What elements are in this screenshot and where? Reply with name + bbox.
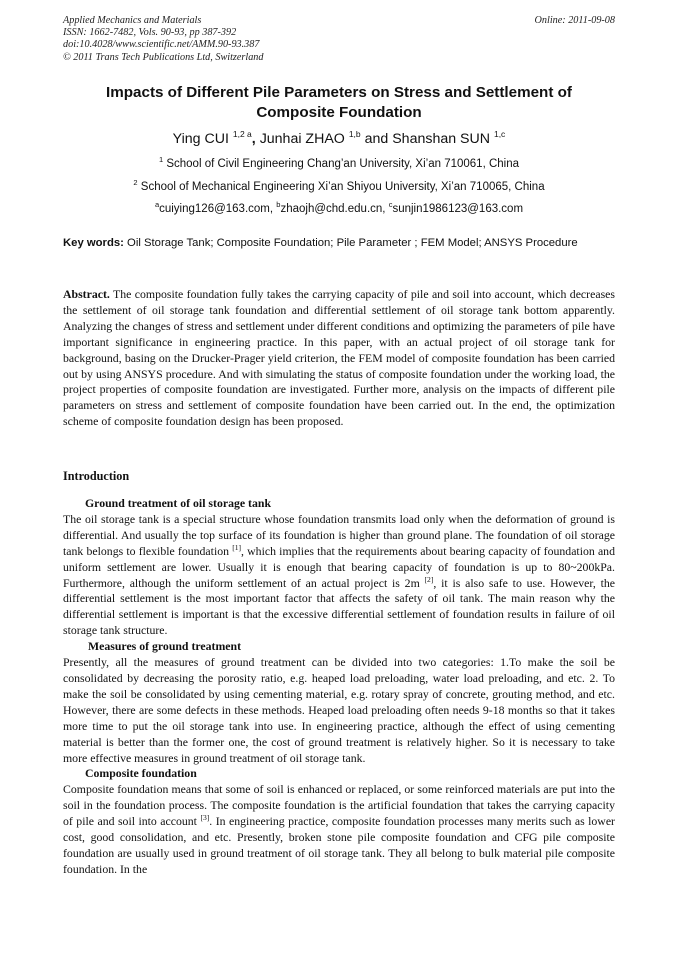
doi-line: doi:10.4028/www.scientific.net/AMM.90-93.387 xyxy=(63,39,260,51)
keywords-text: Oil Storage Tank; Composite Foundation; Pile Parameter ; FEM Model; ANSYS Procedure xyxy=(127,237,578,249)
author-affiliation-mark: 1,c xyxy=(493,129,506,139)
citation-ref[interactable]: [2] xyxy=(424,574,434,584)
abstract-block xyxy=(63,287,615,430)
paper-title: Impacts of Different Pile Parameters on Stress and Settlement of Composite Foundation xyxy=(106,84,572,121)
affiliation-mark: 2 xyxy=(133,178,138,187)
author-separator: , xyxy=(251,131,256,147)
keywords-label: Key words: xyxy=(63,237,124,249)
paragraph-text: , it is also safe to use. However, the differential settlement is the most important factor that affects the safety of oil tank. The main reason why the differential settlement is important is that the excessive differential settlement of foundation results in failure of oil storage tank structure. xyxy=(63,575,615,638)
online-date: Online: 2011-09-08 xyxy=(534,15,615,26)
email-mark: b xyxy=(276,200,281,209)
copyright-line: © 2011 Trans Tech Publications Ltd, Switzerland xyxy=(63,51,264,63)
citation-ref[interactable]: [1] xyxy=(232,542,242,552)
body-paragraph: Presently, all the measures of ground treatment can be divided into two categories: 1.To make the soil be consolidated by decreasing the porosity ratio, e.g. heaped load preloading, water load preloading, and etc. 2. To make the soil be consolidated by using cementing material, e.g. rotary spray of concrete, grouting method, and etc. However, there are some defects in these methods. Heaped load preloading often needs 9-18 months so that it takes more time to put the oil storage tank into use. In engineering practice, although the effect of using cementing material is better than the former one, the cost of ground treatment is relatively higher. So it is necessary to take more effective measures in ground treatment of oil storage tank. xyxy=(63,655,615,765)
author-separator: and xyxy=(364,131,389,147)
paragraph-text: . In engineering practice, composite foundation processes many merits such as lower cost, good consolidation, and etc. Presently, broken stone pile composite foundation and CFG pile composite foundation are usually used in ground treatment of oil storage tank. They all belong to bulk material pile composite foundation. In the xyxy=(63,814,615,876)
paragraph-text: Composite foundation means that some of soil is enhanced or replaced, or some reinforced materials are put into the soil in the foundation process. The composite foundation is the artificial foundation that takes the carrying capacity of pile and soil into account xyxy=(63,782,615,829)
keywords-block xyxy=(63,236,615,250)
author-name: Ying CUI xyxy=(172,131,229,147)
affiliation-text: School of Civil Engineering Chang’an University, Xi’an 710061, China xyxy=(166,158,520,170)
journal-name: Applied Mechanics and Materials xyxy=(63,15,202,26)
email-line xyxy=(0,202,678,216)
section-heading-introduction: Introduction xyxy=(63,469,130,483)
citation-ref[interactable]: [3] xyxy=(200,813,210,823)
journal-header xyxy=(63,15,423,64)
author-name: Junhai ZHAO xyxy=(259,131,345,147)
subsection-heading: Measures of ground treatment xyxy=(88,639,242,654)
body-paragraph xyxy=(63,512,615,639)
affiliation-mark: 1 xyxy=(158,155,164,164)
subsection-heading: Composite foundation xyxy=(85,766,197,781)
author-line xyxy=(0,130,678,148)
body-paragraph xyxy=(63,782,615,877)
email-address[interactable]: zhaojh@chd.edu.cn, xyxy=(280,203,386,215)
author-affiliation-mark: 1,2 a xyxy=(232,129,252,139)
abstract-text: The composite foundation fully takes the carrying capacity of pile and soil into account, which decreases the settlement of oil storage tank foundation and differential settlement of oil storage tank bottom apparently. Analyzing the changes of stress and settlement under different conditions and optimizing the parameters of pile have important significance in engineering practice. In this paper, with an actual project of oil storage tank for background, basing on the Drucker-Prager yield criterion, the FEM model of composite foundation has been carried out by using ANSYS procedure. And with simulating the status of composite foundation under the working load, the project properties of composite foundation are investigated. Further more, analysis on the impacts of different pile parameters on stress and settlement of composite foundation have been carried out. In the end, the optimization scheme of composite foundation design has been proposed. xyxy=(63,287,615,429)
affiliation-text: School of Mechanical Engineering Xi’an Shiyou University, Xi’an 710065, China xyxy=(140,181,545,193)
paragraph-text: The oil storage tank is a special structure whose foundation transmits load only when the deformation of ground is differential. And usually the top surface of its foundation is higher than ground plane. The foundation of oil storage tank belongs to flexible foundation xyxy=(63,511,615,558)
issn-line: ISSN: 1662-7482, Vols. 90-93, pp 387-392 xyxy=(63,27,237,39)
author-name: Shanshan SUN xyxy=(392,131,491,147)
paper-body xyxy=(63,469,615,878)
paragraph-text: , which implies that the requirements about bearing capacity of foundation and uniform settlement are lower. Usually it is enough that bearing capacity of foundation is up to 80~200kPa. Furthermore, although the uniform settlement of an actual project is 2m xyxy=(63,543,615,590)
email-address[interactable]: sunjin1986123@163.com xyxy=(392,203,524,215)
subsection-heading: Ground treatment of oil storage tank xyxy=(85,496,272,510)
email-mark: c xyxy=(388,200,393,209)
email-mark: a xyxy=(154,200,160,209)
email-address[interactable]: cuiying126@163.com, xyxy=(159,203,274,215)
affiliation-2 xyxy=(0,180,678,194)
author-affiliation-mark: 1,b xyxy=(348,129,361,139)
abstract-label: Abstract. xyxy=(63,287,110,301)
affiliation-1 xyxy=(0,157,678,171)
